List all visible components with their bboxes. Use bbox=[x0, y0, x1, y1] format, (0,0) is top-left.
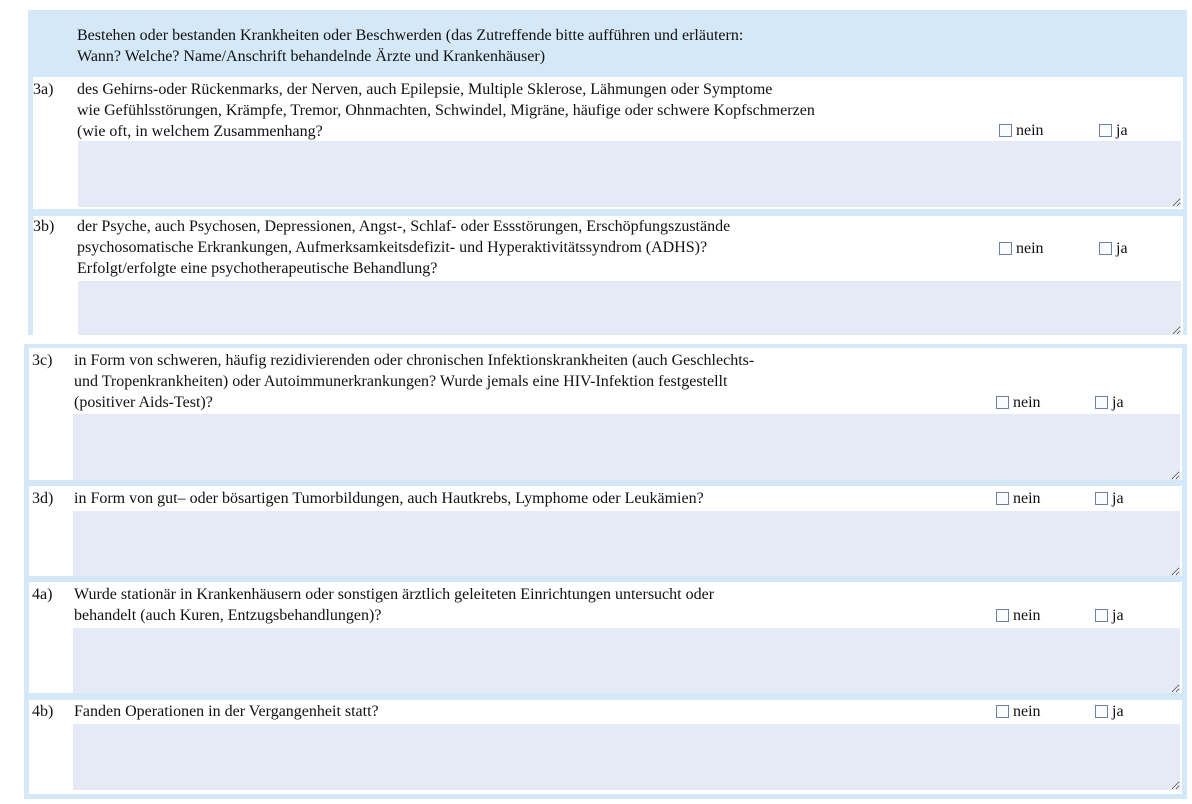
question-text: der Psyche, auch Psychosen, Depressionen, Angst-, Schlaf- oder Essstörungen, Erschöpfungszustände psychosomatische Erkrankungen, Aufmerksamkeitsdefizit- und Hyperaktivitätssyndrom (ADHS)? Erfolgt/erfolgte eine psychotherapeutische Behandlung? bbox=[77, 218, 731, 277]
answer-field-4b[interactable] bbox=[73, 724, 1180, 790]
question-row-3a bbox=[33, 77, 1183, 209]
checkbox-ja-3b[interactable] bbox=[1099, 238, 1128, 259]
checkbox-nein-4b[interactable] bbox=[996, 701, 1041, 722]
checkbox-ja-3d[interactable] bbox=[1095, 488, 1124, 509]
checkbox-label: nein bbox=[1016, 122, 1044, 139]
checkbox-nein-3d[interactable] bbox=[996, 488, 1041, 509]
checkbox-box[interactable] bbox=[1099, 124, 1112, 137]
checkbox-box[interactable] bbox=[996, 492, 1009, 505]
checkbox-nein-3a[interactable] bbox=[999, 120, 1044, 141]
answer-field-3b[interactable] bbox=[78, 281, 1181, 335]
checkbox-label: ja bbox=[1112, 607, 1124, 624]
answer-field-3c[interactable] bbox=[73, 414, 1180, 480]
checkbox-label: ja bbox=[1112, 394, 1124, 411]
checkbox-ja-4a[interactable] bbox=[1095, 605, 1124, 626]
checkbox-box[interactable] bbox=[1095, 492, 1108, 505]
checkbox-box[interactable] bbox=[999, 242, 1012, 255]
question-number: 4b) bbox=[32, 703, 54, 720]
checkbox-box[interactable] bbox=[1095, 609, 1108, 622]
checkbox-label: ja bbox=[1116, 240, 1128, 257]
question-text: des Gehirns-oder Rückenmarks, der Nerven, auch Epilepsie, Multiple Sklerose, Lähmungen oder Symptome wie Gefühlsstörungen, Krämpfe, Tremor, Ohnmachten, Schwindel, Migräne, häufige oder schwere Kopfschmerzen (wie oft, in welchem Zusammenhang? bbox=[77, 81, 815, 140]
row-divider bbox=[28, 209, 1187, 216]
question-text: Wurde stationär in Krankenhäusern oder sonstigen ärztlich geleiteten Einrichtungen untersucht oder behandelt (auch Kuren, Entzugsbehandlungen)? bbox=[74, 586, 715, 624]
question-number: 3c) bbox=[32, 352, 53, 369]
checkbox-label: ja bbox=[1116, 122, 1128, 139]
checkbox-ja-3c[interactable] bbox=[1095, 392, 1124, 413]
checkbox-label: nein bbox=[1013, 607, 1041, 624]
checkbox-box[interactable] bbox=[996, 705, 1009, 718]
checkbox-ja-4b[interactable] bbox=[1095, 701, 1124, 722]
question-number: 3b) bbox=[33, 218, 55, 235]
question-row-3c bbox=[29, 348, 1182, 480]
header-intro: Bestehen oder bestanden Krankheiten oder Beschwerden (das Zutreffende bitte aufführen und erläutern: Wann? Welche? Name/Anschrift behandelnde Ärzte und Krankenhäuser) bbox=[77, 27, 744, 65]
question-row-4b bbox=[29, 700, 1182, 794]
checkbox-nein-4a[interactable] bbox=[996, 605, 1041, 626]
section-gap bbox=[0, 335, 1192, 344]
answer-field-3d[interactable] bbox=[73, 511, 1180, 576]
checkbox-label: nein bbox=[1013, 703, 1041, 720]
checkbox-label: nein bbox=[1013, 394, 1041, 411]
checkbox-ja-3a[interactable] bbox=[1099, 120, 1128, 141]
question-row-3d bbox=[29, 486, 1182, 576]
question-number: 3a) bbox=[33, 81, 54, 98]
question-number: 4a) bbox=[32, 586, 53, 603]
checkbox-box[interactable] bbox=[1095, 705, 1108, 718]
answer-field-4a[interactable] bbox=[73, 628, 1180, 693]
question-text: in Form von gut– oder bösartigen Tumorbildungen, auch Hautkrebs, Lymphome oder Leukämien? bbox=[74, 490, 704, 507]
checkbox-label: ja bbox=[1112, 490, 1124, 507]
question-text: Fanden Operationen in der Vergangenheit statt? bbox=[74, 703, 379, 720]
checkbox-nein-3c[interactable] bbox=[996, 392, 1041, 413]
checkbox-box[interactable] bbox=[999, 124, 1012, 137]
checkbox-nein-3b[interactable] bbox=[999, 238, 1044, 259]
question-row-3b bbox=[33, 216, 1183, 335]
row-divider bbox=[24, 693, 1187, 700]
checkbox-box[interactable] bbox=[1095, 396, 1108, 409]
checkbox-label: nein bbox=[1016, 240, 1044, 257]
question-number: 3d) bbox=[32, 490, 54, 507]
checkbox-label: nein bbox=[1013, 490, 1041, 507]
question-row-4a bbox=[29, 582, 1182, 693]
checkbox-box[interactable] bbox=[996, 396, 1009, 409]
answer-field-3a[interactable] bbox=[78, 141, 1181, 207]
question-text: in Form von schweren, häufig rezidivierenden oder chronischen Infektionskrankheiten (auch Geschlechts- und Tropenkrankheiten) oder Autoimmunerkrankungen? Wurde jemals eine HIV-Infektion festgestellt (positiver Aids-Test)? bbox=[74, 352, 755, 411]
checkbox-label: ja bbox=[1112, 703, 1124, 720]
checkbox-box[interactable] bbox=[996, 609, 1009, 622]
checkbox-box[interactable] bbox=[1099, 242, 1112, 255]
